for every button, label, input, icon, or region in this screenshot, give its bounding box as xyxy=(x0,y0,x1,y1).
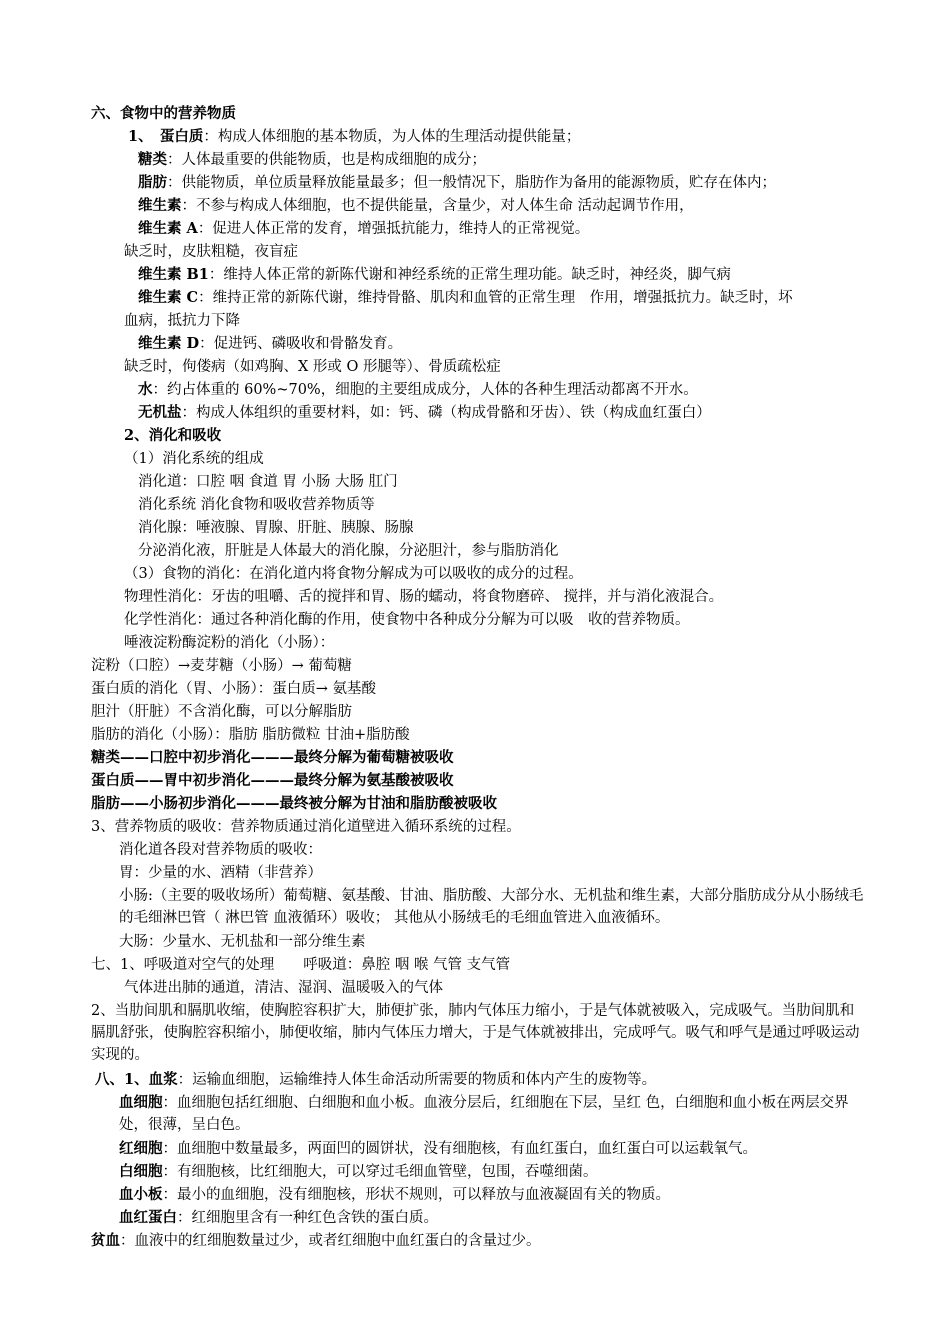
paragraph: 血细胞：血细胞包括红细胞、白细胞和血小板。血液分层后，红细胞在下层，呈红 色，白细胞和血小板在两层交界处，很薄，呈白色。 xyxy=(119,1094,849,1133)
summary-line-bold: 脂肪——小肠初步消化———最终被分解为甘油和脂肪酸被吸收 xyxy=(91,795,497,812)
text-line: 缺乏时，佝偻病（如鸡胸、X 形或 O 形腿等）、骨质疏松症 xyxy=(124,359,501,375)
text-line: 胃：少量的水、酒精（非营养） xyxy=(119,865,322,881)
paragraph: 2、当肋间肌和膈肌收缩，使胸腔容积扩大，肺便扩张，肺内气体压力缩小，于是气体就被吸入，完成吸气。当肋间肌和膈肌舒张，使胸腔容积缩小，肺便收缩，肺内气体压力增大，于是气体就被排出，完成呼气。吸气和呼气是通过呼吸运动实现的。 xyxy=(91,1003,860,1063)
text-line: 维生素 A：促进人体正常的发育，增强抵抗能力，维持人的正常视觉。 xyxy=(138,220,590,237)
section-line-8: 八、1、血浆：运输血细胞，运输维持人体生命活动所需要的物质和体内产生的废物等。 xyxy=(95,1071,657,1088)
paragraph: 小肠:（主要的吸收场所）葡萄糖、氨基酸、甘油、脂肪酸、大部分水、无机盐和维生素，大部分脂肪成分从小肠绒毛的毛细淋巴管（ 淋巴管 血液循环）吸收； 其他从小肠绒毛的毛细血管进入血液循环。 xyxy=(119,888,864,926)
text-line: 糖类：人体最重要的供能物质，也是构成细胞的成分； xyxy=(138,151,486,168)
text-line: 维生素：不参与构成人体细胞，也不提供能量，含量少，对人体生命 活动起调节作用， xyxy=(138,197,694,214)
text-line: 红细胞：血细胞中数量最多，两面凹的圆饼状，没有细胞核，有血红蛋白，血红蛋白可以运载氧气。 xyxy=(119,1140,757,1157)
summary-line-bold: 糖类——口腔中初步消化———最终分解为葡萄糖被吸收 xyxy=(91,749,454,766)
text-line: 化学性消化：通过各种消化酶的作用，使食物中各种成分分解为可以吸 收的营养物质。 xyxy=(124,612,690,628)
text-line: 蛋白质的消化（胃、小肠）：蛋白质→ 氨基酸 xyxy=(91,681,377,697)
text-line: 白细胞：有细胞核，比红细胞大，可以穿过毛细血管壁，包围，吞噬细菌。 xyxy=(119,1163,598,1180)
text-line: 水：约占体重的 60%~70%，细胞的主要组成成分，人体的各种生理活动都离不开水。 xyxy=(138,381,698,398)
text-line: 胆汁（肝脏）不含消化酶，可以分解脂肪 xyxy=(91,704,352,720)
text-line: 贫血：血液中的红细胞数量过少，或者红细胞中血红蛋白的含量过少。 xyxy=(91,1232,541,1249)
text-line: 消化腺：唾液腺、胃腺、肝脏、胰腺、肠腺 xyxy=(138,520,414,536)
text-line: 唾液淀粉酶淀粉的消化（小肠）： xyxy=(124,635,335,651)
text-line: 血病，抵抗力下降 xyxy=(124,313,240,329)
section-heading-6: 六、食物中的营养物质 xyxy=(91,105,236,122)
text-line: 无机盐：构成人体组织的重要材料，如：钙、磷（构成骨骼和牙齿）、铁（构成血红蛋白） xyxy=(138,404,711,421)
section-line-7: 七、1、呼吸道对空气的处理 呼吸道：鼻腔 咽 喉 气管 支气管 xyxy=(91,957,511,973)
text-line: 淀粉（口腔）→麦芽糖（小肠）→ 葡萄糖 xyxy=(91,658,352,674)
text-line: 消化道：口腔 咽 食道 胃 小肠 大肠 肛门 xyxy=(138,474,398,490)
text-line: 分泌消化液，肝脏是人体最大的消化腺，分泌胆汁，参与脂肪消化 xyxy=(138,543,559,559)
text-line: 大肠：少量水、无机盐和一部分维生素 xyxy=(119,934,366,950)
text-line: 1、 蛋白质：构成人体细胞的基本物质，为人体的生理活动提供能量； xyxy=(128,128,581,145)
text-line: 维生素 C：维持正常的新陈代谢，维持骨骼、肌肉和血管的正常生理 作用，增强抵抗力。缺乏时，坏 xyxy=(138,289,793,306)
text-line: 消化道各段对营养物质的吸收： xyxy=(119,842,322,858)
summary-line-bold: 蛋白质——胃中初步消化———最终分解为氨基酸被吸收 xyxy=(91,772,454,789)
text-line: 脂肪的消化（小肠）：脂肪 脂肪微粒 甘油+脂肪酸 xyxy=(91,727,410,743)
text-line: （3）食物的消化：在消化道内将食物分解成为可以吸收的成分的过程。 xyxy=(124,566,583,582)
text-line: 血小板：最小的血细胞，没有细胞核，形状不规则，可以释放与血液凝固有关的物质。 xyxy=(119,1186,670,1203)
subsection-heading-2: 2、消化和吸收 xyxy=(124,427,222,444)
text-line: 脂肪：供能物质，单位质量释放能量最多；但一般情况下，脂肪作为备用的能源物质，贮存在体内； xyxy=(138,174,776,191)
text-line: 血红蛋白：红细胞里含有一种红色含铁的蛋白质。 xyxy=(119,1209,438,1226)
text-line: （1）消化系统的组成 xyxy=(124,451,264,467)
text-line: 维生素 D：促进钙、磷吸收和骨骼发育。 xyxy=(138,335,403,352)
text-line: 维生素 B1：维持人体正常的新陈代谢和神经系统的正常生理功能。缺乏时，神经炎，脚气病 xyxy=(138,266,731,283)
text-line: 缺乏时，皮肤粗糙，夜盲症 xyxy=(124,244,298,260)
text-line: 物理性消化：牙齿的咀嚼、舌的搅拌和胃、肠的蠕动，将食物磨碎、 搅拌，并与消化液混合。 xyxy=(124,589,724,605)
text-line: 3、营养物质的吸收：营养物质通过消化道壁进入循环系统的过程。 xyxy=(91,819,521,835)
text-line: 消化系统 消化食物和吸收营养物质等 xyxy=(138,497,375,513)
text-line: 气体进出肺的通道，清洁、湿润、温暖吸入的气体 xyxy=(124,980,443,996)
